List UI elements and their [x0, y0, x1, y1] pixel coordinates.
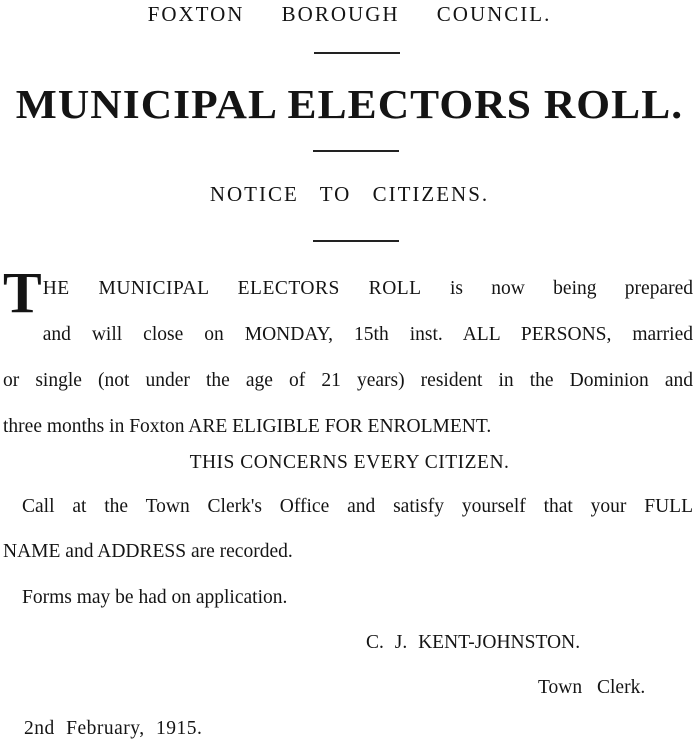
signature-title: Town Clerk. — [538, 677, 646, 698]
paragraph-line-rest: is now being prepared — [449, 278, 694, 299]
signature-name: C. J. KENT-JOHNSTON. — [366, 632, 581, 653]
concerns-line: THIS CONCERNS EVERY CITIZEN. — [189, 452, 510, 473]
drop-cap: T — [3, 260, 42, 325]
divider-rule — [313, 150, 399, 152]
paragraph-line: and will close on MONDAY, 15th inst. ALL PERSONS, married — [42, 324, 693, 345]
notice-date: 2nd February, 1915. — [24, 718, 203, 739]
divider-rule — [313, 240, 399, 242]
paragraph-line: or single (not under the age of 21 years) resident in the Dominion and — [3, 370, 693, 391]
instruction-line: Call at the Town Clerk's Office and satisfy yourself that your FULL — [22, 496, 693, 517]
main-paragraph — [3, 260, 694, 450]
notice-headline: MUNICIPAL ELECTORS ROLL. — [15, 81, 684, 127]
council-name: FOXTON BOROUGH COUNCIL. — [147, 2, 552, 26]
paragraph-line: three months in Foxton ARE ELIGIBLE FOR ENROLMENT. — [3, 416, 492, 437]
paragraph-line — [3, 266, 693, 312]
notice-subheading: NOTICE TO CITIZENS. — [209, 182, 490, 206]
instruction-line: NAME and ADDRESS are recorded. — [3, 541, 293, 562]
divider-rule — [314, 52, 400, 54]
paragraph-line-caps: HE MUNICIPAL ELECTORS ROLL — [42, 278, 422, 299]
forms-note: Forms may be had on application. — [22, 587, 288, 608]
